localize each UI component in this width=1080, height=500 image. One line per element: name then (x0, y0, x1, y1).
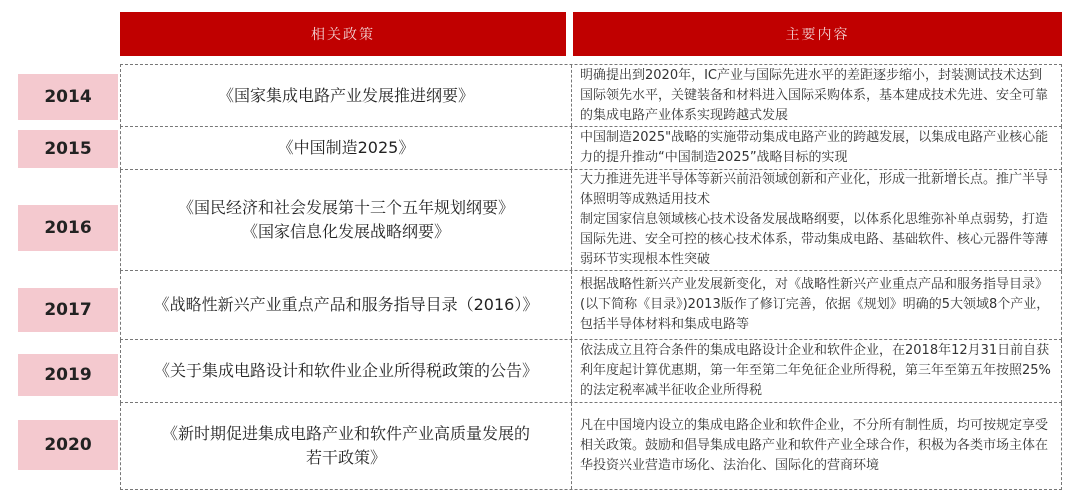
table-row (120, 126, 1062, 170)
policy-title: 《战略性新兴产业重点产品和服务指导目录（2016）》 (153, 295, 539, 314)
table-row (120, 340, 1062, 403)
table-row (120, 403, 1062, 490)
policy-cell (121, 65, 572, 126)
table-row (120, 170, 1062, 271)
header-content: 主要内容 (573, 12, 1062, 56)
year-label: 2015 (18, 130, 118, 168)
content-text: 制定国家信息领域核心技术设备发展战略纲要，以体系化思维弥补单点弱势，打造国际先进、安全可控的核心技术体系，带动集成电路、基础软件、核心元器件等薄弱环节实现根本性突破 (580, 212, 1049, 267)
policy-cell (121, 403, 572, 489)
policy-title: 《国家集成电路产业发展推进纲要》 (217, 85, 474, 105)
policy-title: 《新时期促进集成电路产业和软件产业高质量发展的 (161, 424, 530, 443)
policy-cell (121, 170, 572, 270)
header-policy: 相关政策 (120, 12, 566, 56)
policy-title: 《中国制造2025》 (277, 137, 415, 157)
content-cell: 依法成立且符合条件的集成电路设计企业和软件企业，在2018年12月31日前自获利年度起计算优惠期，第一年至第二年免征企业所得税，第三年至第五年按照25%的法定税率减半征收企业所得税 (580, 343, 1051, 398)
policy-title: 《国家信息化发展战略纲要》 (241, 222, 450, 241)
year-label: 2020 (18, 420, 118, 470)
policy-cell (121, 340, 572, 402)
policy-title: 若干政策》 (305, 448, 386, 467)
policy-title: 《国民经济和社会发展第十三个五年规划纲要》 (177, 198, 514, 217)
content-cell: 中国制造2025"战略的实施带动集成电路产业的跨越发展，以集成电路产业核心能力的提升推动“中国制造2025”战略目标的实现 (580, 129, 1049, 165)
year-label: 2016 (18, 205, 118, 251)
content-text: 大力推进先进半导体等新兴前沿领域创新和产业化，形成一批新增长点。推广半导体照明等成熟适用技术 (580, 172, 1049, 207)
policy-cell (121, 271, 572, 339)
content-cell: 凡在中国境内设立的集成电路企业和软件企业，不分所有制性质，均可按规定享受相关政策。鼓励和倡导集成电路产业和软件产业全球合作，积极为各类市场主体在华投资兴业营造市场化、法治化、国际化的营商环境 (580, 418, 1049, 473)
year-label: 2019 (18, 354, 118, 396)
table-row (120, 271, 1062, 340)
content-cell: 根据战略性新兴产业发展新变化，对《战略性新兴产业重点产品和服务指导目录》(以下简称《目录》)2013版作了修订完善，依据《规划》明确的5大领域8个产业，包括半导体材料和集成电路等 (580, 277, 1050, 332)
policy-cell (121, 126, 572, 169)
table-row (120, 64, 1062, 127)
policy-title: 《关于集成电路设计和软件业企业所得税政策的公告》 (153, 361, 538, 380)
content-cell: 明确提出到2020年，IC产业与国际先进水平的差距逐步缩小，封装测试技术达到国际领先水平，关键装备和材料进入国际采购体系，基本建成技术先进、安全可靠的集成电路产业体系实现跨越式发展 (580, 67, 1049, 123)
year-label: 2014 (18, 74, 118, 120)
content-cell (572, 170, 1061, 270)
year-label: 2017 (18, 288, 118, 332)
